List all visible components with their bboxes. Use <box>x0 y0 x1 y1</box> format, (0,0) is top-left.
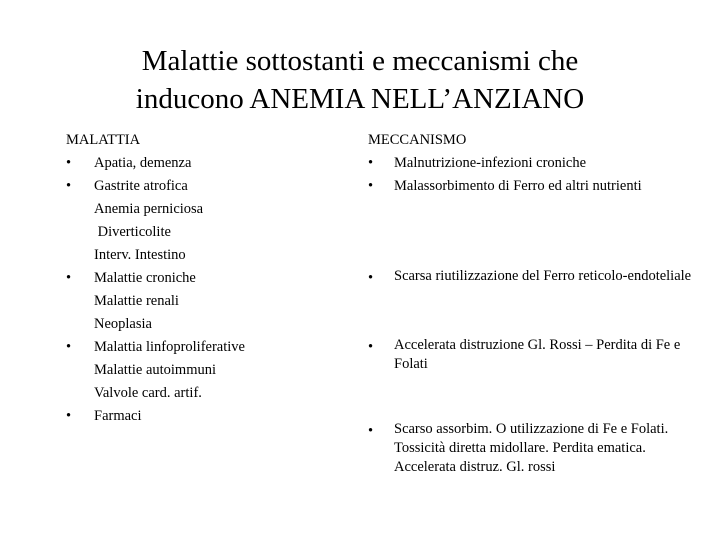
bullet-icon: • <box>368 423 374 439</box>
meccanismo-text: Scarso assorbim. O utilizzazione di Fe e Folati. Tossicità diretta midollare. Perdita ematica. Accelerata distruz. Gl. rossi <box>394 421 669 475</box>
title-line-2: inducono ANEMIA NELL’ANZIANO <box>135 83 585 115</box>
malattia-row <box>66 405 336 428</box>
malattia-row <box>66 313 336 336</box>
malattia-row <box>66 198 336 221</box>
malattia-text: Farmaci <box>94 408 142 424</box>
malattia-row <box>66 175 336 198</box>
malattia-text: Malattie renali <box>94 293 179 309</box>
malattia-heading: MALATTIA <box>66 132 141 148</box>
malattia-row <box>66 382 336 405</box>
malattia-text: Apatia, demenza <box>94 155 192 171</box>
bullet-icon: • <box>368 155 374 171</box>
meccanismo-column <box>368 129 698 475</box>
malattia-text: Malattie autoimmuni <box>94 362 217 378</box>
bullet-icon: • <box>368 178 374 194</box>
malattia-row <box>66 244 336 267</box>
malattia-row <box>66 290 336 313</box>
meccanismo-item <box>368 152 698 175</box>
meccanismo-text: Malnutrizione-infezioni croniche <box>394 155 587 171</box>
meccanismo-text: Malassorbimento di Ferro ed altri nutrienti <box>394 178 642 194</box>
malattia-text: Diverticolite <box>94 224 171 240</box>
meccanismo-item <box>368 336 698 374</box>
malattia-text: Neoplasia <box>94 316 152 332</box>
slide-title <box>60 42 660 118</box>
bullet-icon: • <box>66 178 72 194</box>
malattia-text: Malattia linfoproliferative <box>94 339 245 355</box>
meccanismo-heading: MECCANISMO <box>368 132 467 148</box>
malattia-row <box>66 359 336 382</box>
meccanismo-text: Scarsa riutilizzazione del Ferro reticolo-endoteliale <box>394 268 692 284</box>
meccanismo-item <box>368 267 698 286</box>
bullet-icon: • <box>66 408 72 424</box>
bullet-icon: • <box>66 155 72 171</box>
malattia-row <box>66 152 336 175</box>
malattia-column <box>66 129 336 428</box>
malattia-text: Anemia perniciosa <box>94 201 204 217</box>
malattia-text: Gastrite atrofica <box>94 178 188 194</box>
meccanismo-item <box>368 420 698 477</box>
malattia-text: Malattie croniche <box>94 270 196 286</box>
malattia-list <box>66 152 336 428</box>
meccanismo-item <box>368 175 698 198</box>
malattia-row <box>66 267 336 290</box>
title-line-1: Malattie sottostanti e meccanismi che <box>141 45 579 77</box>
meccanismo-text: Accelerata distruzione Gl. Rossi – Perdita di Fe e Folati <box>394 337 681 372</box>
malattia-text: Interv. Intestino <box>94 247 186 263</box>
malattia-row <box>66 336 336 359</box>
bullet-icon: • <box>66 339 72 355</box>
bullet-icon: • <box>368 339 374 355</box>
malattia-text: Valvole card. artif. <box>94 385 202 401</box>
bullet-icon: • <box>66 270 72 286</box>
malattia-row <box>66 221 336 244</box>
bullet-icon: • <box>368 270 374 286</box>
